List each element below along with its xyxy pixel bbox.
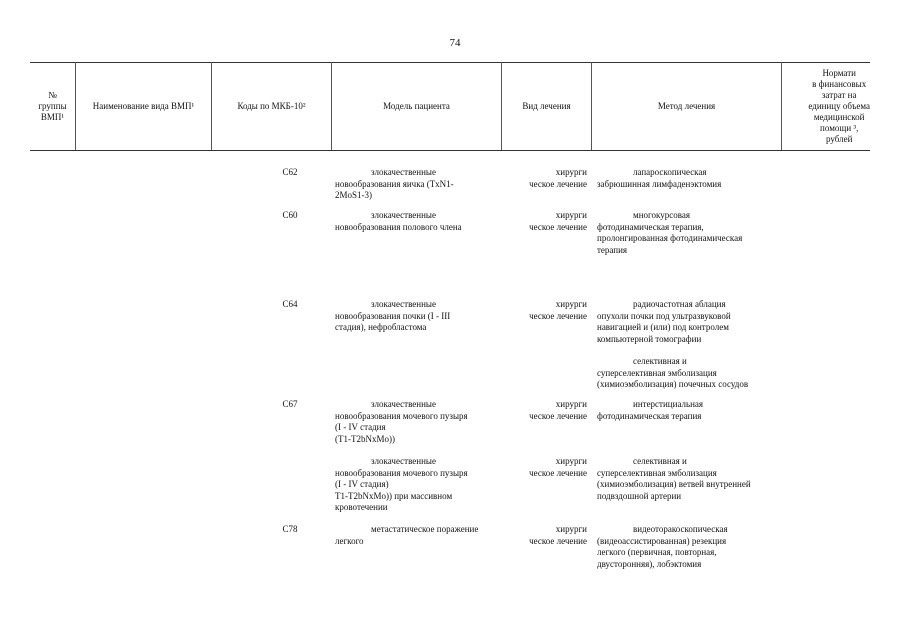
header-method-label: Метод лечения	[657, 100, 716, 111]
header-treatment-type	[502, 62, 592, 150]
treatment-type: хирурги ческое лечение	[529, 210, 587, 232]
header-bottom-rule	[30, 150, 870, 151]
header-vmp-label: Наименование вида ВМП¹	[92, 100, 195, 111]
header-treatment-method	[592, 62, 782, 150]
treatment-type: хирурги ческое лечение	[529, 456, 587, 478]
treatment-type: хирурги ческое лечение	[529, 167, 587, 189]
header-financial-norm	[782, 62, 870, 150]
header-mkb-label: Коды по МКБ-10²	[237, 100, 306, 111]
treatment-method: интерстициальная фотодинамическая терапия	[597, 399, 704, 421]
mkb-code: C67	[282, 399, 298, 409]
treatment-method: селективная и суперселективная эмболизация (химиоэмболизация) ветвей внутренней подвздошной артерии	[597, 456, 751, 501]
patient-model: злокачественные новообразования почки (I - III стадия), нефробластома	[335, 299, 451, 332]
page-number: 74	[449, 37, 461, 49]
patient-model: метастатическое поражение легкого	[335, 524, 479, 546]
treatment-method: радиочастотная аблация опухоли почки под ультразвуковой навигацией и (или) под контролем компьютерной томографии	[597, 299, 731, 344]
header-norm-label: Нормати в финансовых затрат на единицу объема медицинской помощи ³, рублей	[808, 67, 870, 144]
patient-model: злокачественные новообразования полового члена	[335, 210, 462, 232]
header-treatment-type-label: Вид лечения	[522, 100, 571, 111]
treatment-method: многокурсовая фотодинамическая терапия, пролонгированная фотодинамическая терапия	[597, 210, 743, 255]
treatment-method: видеоторакоскопическая (видеоассистированная) резекция легкого (первичная, повторная, двусторонняя), лобэктомия	[597, 524, 728, 569]
header-group-number	[30, 62, 76, 150]
treatment-method: лапароскопическая забрюшинная лимфаденэктомия	[597, 167, 722, 189]
patient-model: злокачественные новообразования яичка (TxN1- 2MoS1-3)	[335, 167, 454, 200]
patient-model: злокачественные новообразования мочевого пузыря (I - IV стадия (T1-T2bNxMo))	[335, 399, 468, 444]
mkb-code: C62	[282, 167, 298, 177]
treatment-type: хирурги ческое лечение	[529, 399, 587, 421]
patient-model: злокачественные новообразования мочевого пузыря (I - IV стадия) T1-T2bNxMo)) при массивном кровотечении	[335, 456, 468, 512]
header-vmp-name	[76, 62, 212, 150]
mkb-code: C78	[282, 524, 298, 534]
header-model-label: Модель пациента	[383, 100, 450, 111]
header-mkb-codes	[212, 62, 332, 150]
mkb-code: C64	[282, 299, 298, 309]
header-patient-model	[332, 62, 502, 150]
treatment-type: хирурги ческое лечение	[529, 524, 587, 546]
treatment-method: селективная и суперселективная эмболизация (химиоэмболизация) почечных сосудов	[597, 356, 749, 389]
mkb-code: C60	[282, 210, 298, 220]
header-group-label: № группы ВМП¹	[38, 89, 67, 122]
treatment-type: хирурги ческое лечение	[529, 299, 587, 321]
